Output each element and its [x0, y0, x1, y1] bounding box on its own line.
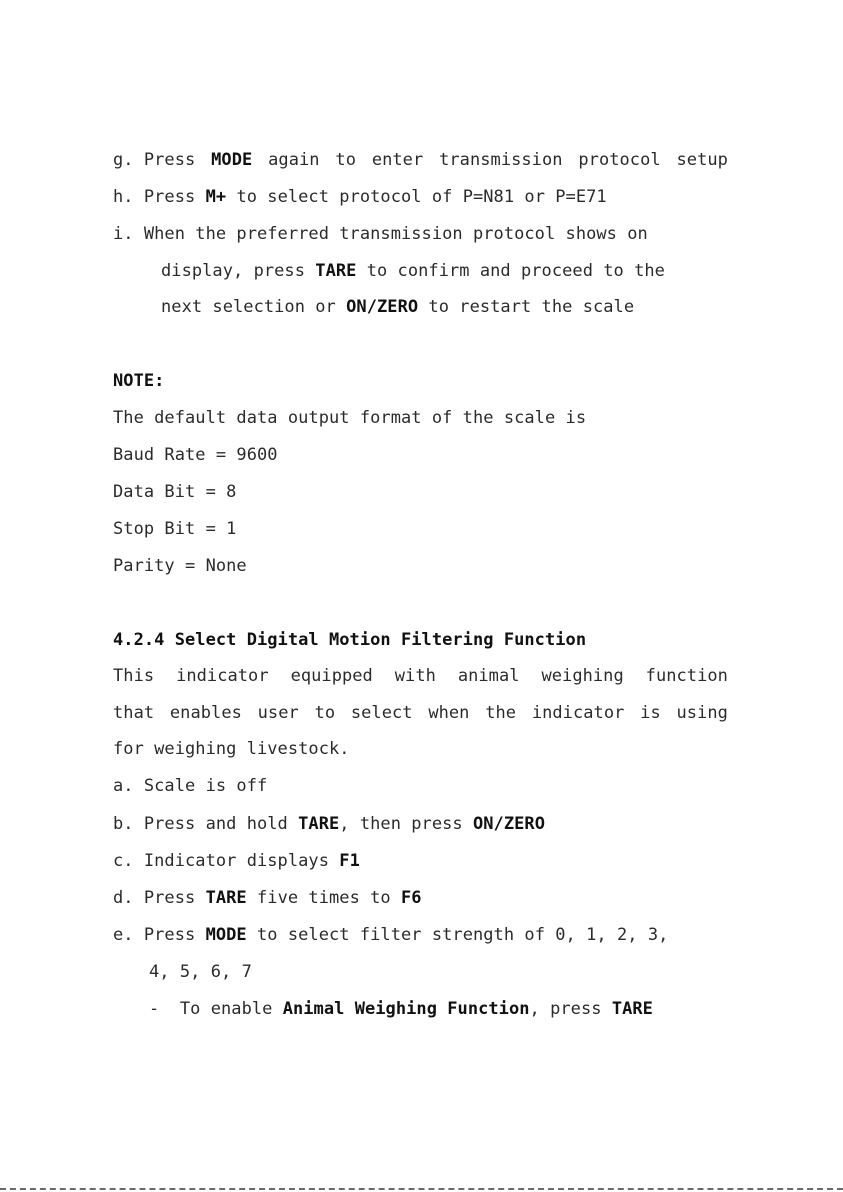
step-g-word: again	[268, 150, 320, 170]
key-tare: TARE	[205, 888, 247, 908]
para-word: equipped	[290, 666, 373, 686]
step-c-text: c. Indicator displays	[113, 851, 340, 871]
note-heading: NOTE:	[113, 371, 165, 391]
key-on-zero: ON/ZERO	[346, 297, 419, 317]
step-a: a. Scale is off	[113, 776, 268, 796]
step-i-line-1: i. When the preferred transmission protocol shows on	[113, 224, 648, 244]
step-e-text-2: to select filter strength of 0, 1, 2, 3,	[246, 925, 669, 945]
para-word: with	[394, 666, 436, 686]
step-h-text-2: to select protocol of P=N81 or P=E71	[226, 187, 607, 207]
para-word: function	[645, 666, 728, 686]
key-tare: TARE	[298, 814, 340, 834]
para-word: is	[640, 703, 661, 723]
section-para-line-2	[113, 701, 728, 725]
key-tare: TARE	[611, 999, 653, 1019]
section-para-line-3: for weighing livestock.	[113, 739, 350, 759]
page-bottom-rule	[0, 1188, 843, 1190]
step-b	[113, 812, 545, 836]
step-e-text: e. Press	[113, 925, 206, 945]
step-e-dash-text: - To enable	[149, 999, 283, 1019]
note-parity: Parity = None	[113, 556, 247, 576]
note-stop-bit: Stop Bit = 1	[113, 519, 237, 539]
step-g-word: transmission	[439, 150, 563, 170]
para-word: animal	[457, 666, 520, 686]
step-h-prefix: h.	[113, 187, 144, 207]
step-c	[113, 849, 360, 873]
step-h	[113, 185, 607, 209]
para-word: indicator	[531, 703, 625, 723]
key-mode: MODE	[211, 150, 253, 170]
step-b-text-2: , then press	[339, 814, 473, 834]
key-m-plus: M+	[205, 187, 227, 207]
step-d-text: d. Press	[113, 888, 206, 908]
para-word: enables	[169, 703, 242, 723]
key-on-zero: ON/ZERO	[472, 814, 545, 834]
para-word: that	[113, 703, 155, 723]
note-data-bit: Data Bit = 8	[113, 482, 237, 502]
key-mode: MODE	[205, 925, 247, 945]
step-e-text-3: , press	[529, 999, 612, 1019]
animal-weighing-function: Animal Weighing Function	[282, 999, 530, 1019]
section-para-line-1	[113, 664, 728, 688]
step-g-word: setup	[676, 150, 728, 170]
para-word: user	[257, 703, 299, 723]
step-e-line-3	[149, 997, 653, 1021]
step-i-line-2	[161, 259, 665, 283]
step-e-line-1	[113, 923, 668, 947]
para-word: indicator	[176, 666, 269, 686]
section-heading: 4.2.4 Select Digital Motion Filtering Function	[113, 630, 587, 650]
step-i-text-4: to restart the scale	[418, 297, 635, 317]
display-f6: F6	[401, 888, 422, 908]
note-baud-rate: Baud Rate = 9600	[113, 445, 278, 465]
step-h-text: Press	[143, 187, 206, 207]
step-g-word: enter	[371, 150, 424, 170]
step-e-line-2: 4, 5, 6, 7	[149, 962, 252, 982]
para-word: when	[428, 703, 470, 723]
step-g	[113, 148, 728, 172]
step-g-prefix: g.	[113, 150, 144, 170]
para-word: weighing	[541, 666, 624, 686]
para-word: select	[350, 703, 413, 723]
step-i-text: display, press	[161, 261, 316, 281]
para-word: the	[485, 703, 517, 723]
key-tare: TARE	[315, 261, 357, 281]
step-d	[113, 886, 422, 910]
step-i-text-3: next selection or	[161, 297, 347, 317]
step-i-text-2: to confirm and proceed to the	[356, 261, 665, 281]
step-i-line-3	[161, 295, 634, 319]
step-b-text: b. Press and hold	[113, 814, 299, 834]
step-g-word: Press	[143, 150, 196, 170]
para-word: using	[676, 703, 728, 723]
step-g-word: to	[335, 150, 356, 170]
note-intro: The default data output format of the scale is	[113, 408, 587, 428]
para-word: to	[314, 703, 336, 723]
para-word: This	[113, 666, 155, 686]
display-f1: F1	[339, 851, 360, 871]
step-d-text-2: five times to	[246, 888, 401, 908]
step-g-word: protocol	[578, 150, 661, 170]
